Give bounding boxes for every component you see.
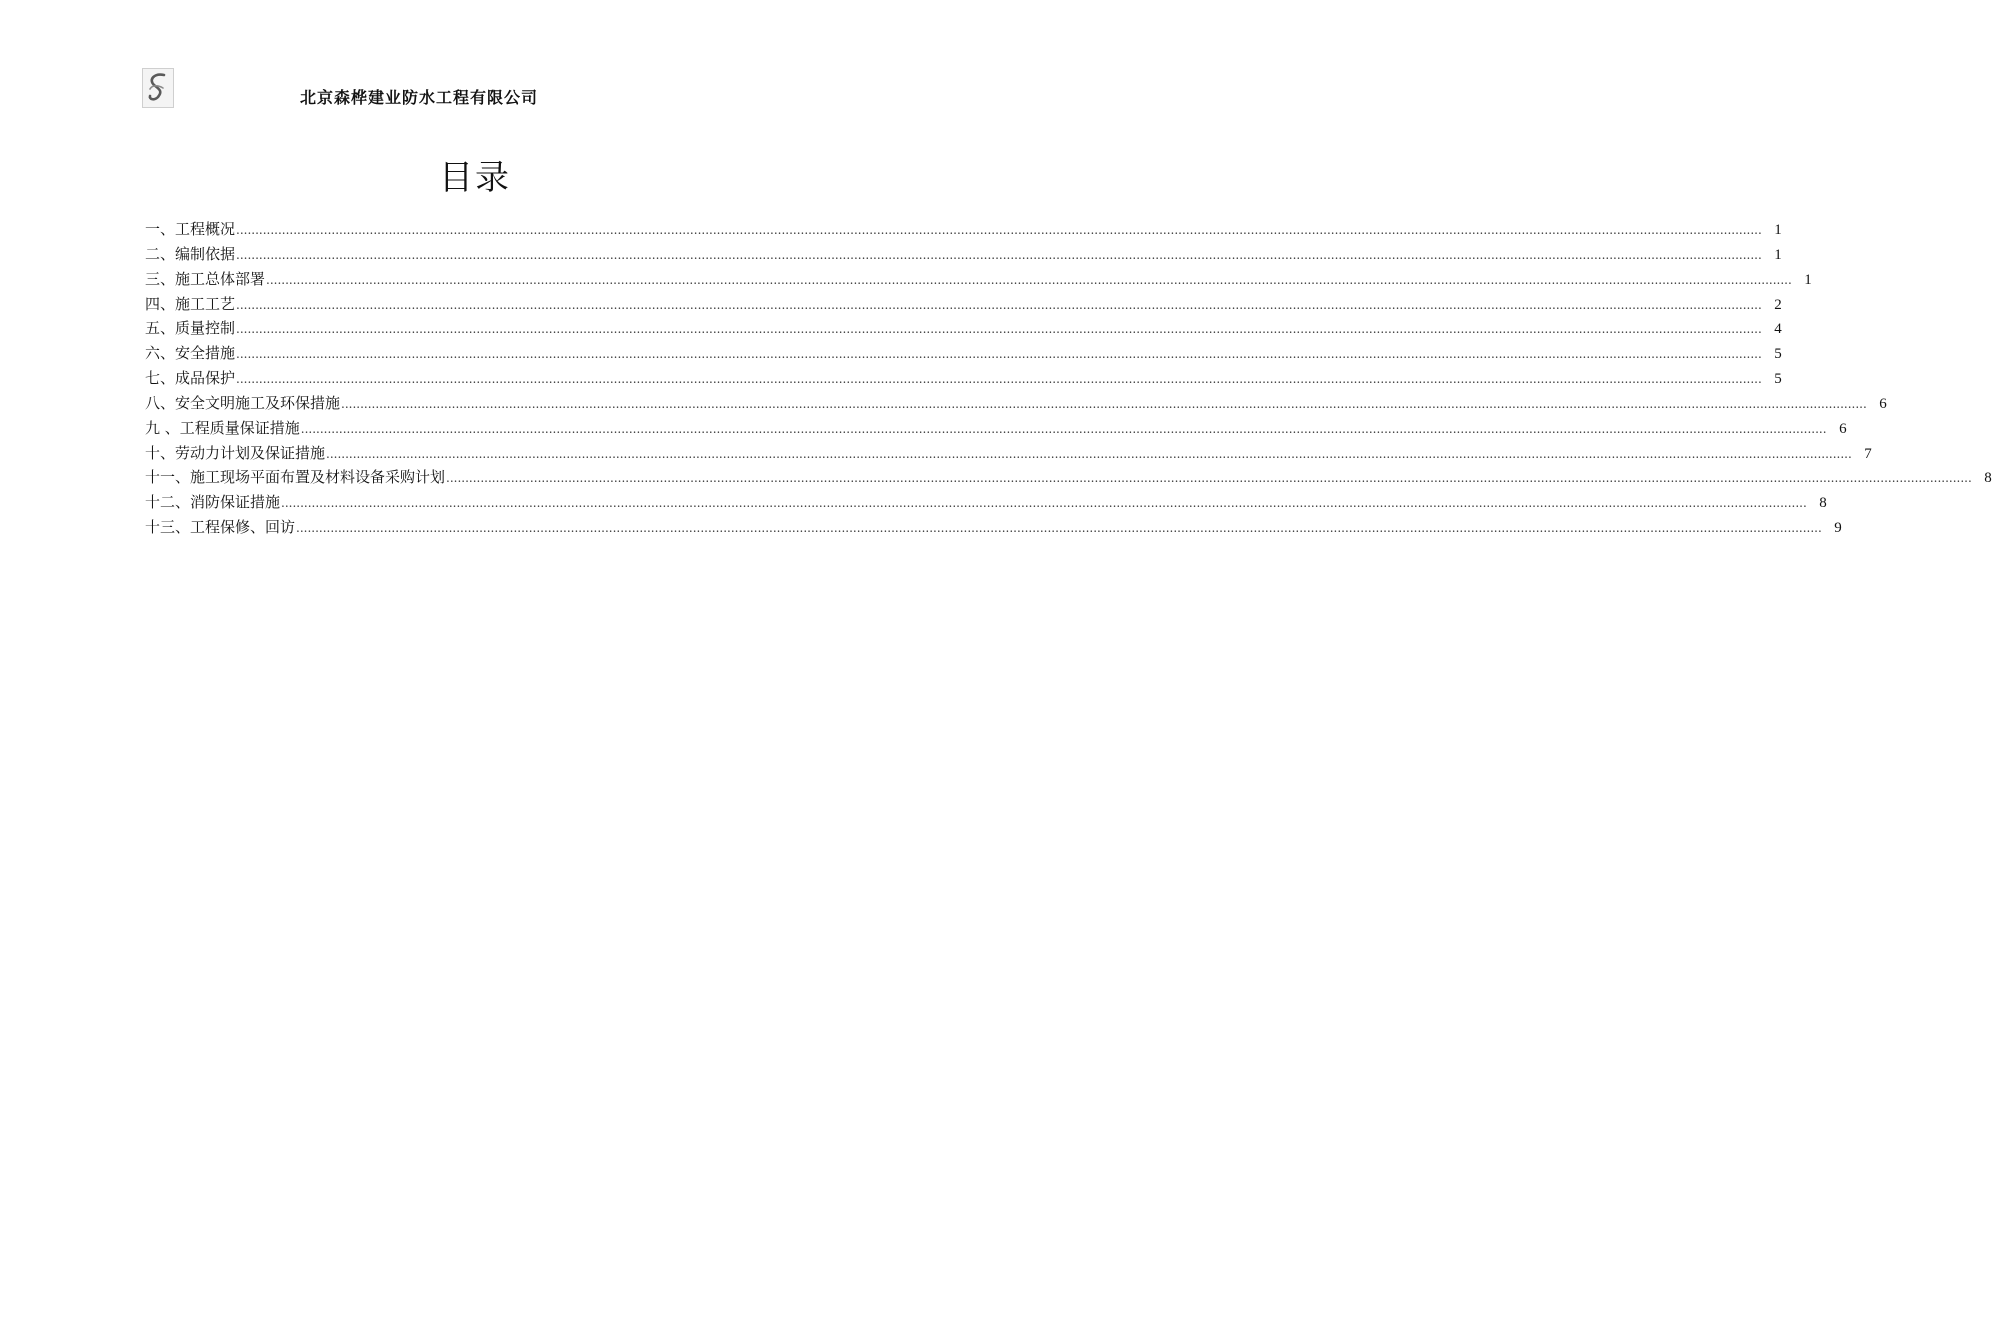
toc-dot-leader: ................................................................................................................................................................................................................................................................................................................................................................................................................ [236,297,1762,312]
toc-dot-leader: ................................................................................................................................................................................................................................................................................................................................................................................................................ [296,521,1822,536]
company-logo-s-icon [143,69,173,107]
toc-entry-page-number: 8 [1819,495,1827,512]
toc-entry-page-number: 8 [1984,470,1992,487]
toc-dot-leader: ................................................................................................................................................................................................................................................................................................................................................................................................................ [236,223,1762,237]
toc-entry-label: 五、质量控制 [145,319,236,338]
toc-dot-leader: ................................................................................................................................................................................................................................................................................................................................................................................................................ [236,372,1762,387]
toc-entry-page-number: 5 [1774,346,1782,363]
toc-entry-page-number: 1 [1804,271,1812,288]
toc-entry-page-number: 5 [1774,371,1782,388]
toc-entry-page-number: 4 [1774,321,1782,338]
toc-entry-page-number: 6 [1879,395,1887,412]
toc-entry-label: 十、劳动力计划及保证措施 [145,443,326,462]
toc-dot-leader: ................................................................................................................................................................................................................................................................................................................................................................................................................ [266,272,1792,287]
toc-entry[interactable] [145,490,1827,515]
toc-dot-leader: ................................................................................................................................................................................................................................................................................................................................................................................................................ [446,471,1972,486]
toc-entry[interactable] [145,416,1847,441]
toc-dot-leader: ................................................................................................................................................................................................................................................................................................................................................................................................................ [236,247,1762,262]
page-title: 目录 [439,158,511,198]
toc-entry-page-number: 1 [1774,246,1782,263]
toc-entry-label: 四、施工工艺 [145,294,236,313]
toc-dot-leader: ................................................................................................................................................................................................................................................................................................................................................................................................................ [341,396,1867,411]
toc-entry-label: 十三、工程保修、回访 [145,518,296,537]
table-of-contents [145,217,1992,540]
toc-entry[interactable] [145,292,1782,317]
toc-entry[interactable] [145,366,1782,391]
toc-entry-page-number: 6 [1839,420,1847,437]
company-name: 北京森桦建业防水工程有限公司 [300,88,539,107]
toc-entry[interactable] [145,341,1782,366]
company-logo [142,68,174,108]
toc-entry-page-number: 7 [1864,445,1872,462]
toc-entry[interactable] [145,465,1992,490]
toc-entry[interactable] [145,391,1887,416]
toc-entry-page-number: 9 [1834,520,1842,537]
toc-dot-leader: ................................................................................................................................................................................................................................................................................................................................................................................................................ [281,496,1807,511]
toc-entry-label: 十二、消防保证措施 [145,493,281,512]
toc-dot-leader: ................................................................................................................................................................................................................................................................................................................................................................................................................ [326,446,1852,461]
toc-dot-leader: ................................................................................................................................................................................................................................................................................................................................................................................................................ [236,347,1762,362]
toc-entry-label: 一、工程概况 [145,220,236,238]
toc-entry[interactable] [145,267,1812,292]
toc-entry-page-number: 2 [1774,296,1782,313]
toc-entry-page-number: 1 [1774,222,1782,238]
toc-entry[interactable] [145,217,1782,242]
toc-entry[interactable] [145,441,1872,466]
toc-entry-label: 六、安全措施 [145,344,236,363]
toc-dot-leader: ................................................................................................................................................................................................................................................................................................................................................................................................................ [300,421,1827,436]
toc-entry-label: 二、编制依据 [145,244,236,263]
toc-dot-leader: ................................................................................................................................................................................................................................................................................................................................................................................................................ [236,322,1762,337]
toc-entry-label: 八、安全文明施工及环保措施 [145,393,341,412]
toc-entry[interactable] [145,316,1782,341]
toc-entry[interactable] [145,242,1782,267]
toc-entry[interactable] [145,515,1842,540]
toc-entry-label: 三、施工总体部署 [145,269,266,288]
toc-entry-label: 十一、施工现场平面布置及材料设备采购计划 [145,468,446,487]
toc-entry-label: 九 、工程质量保证措施 [145,418,300,437]
toc-entry-label: 七、成品保护 [145,369,236,388]
